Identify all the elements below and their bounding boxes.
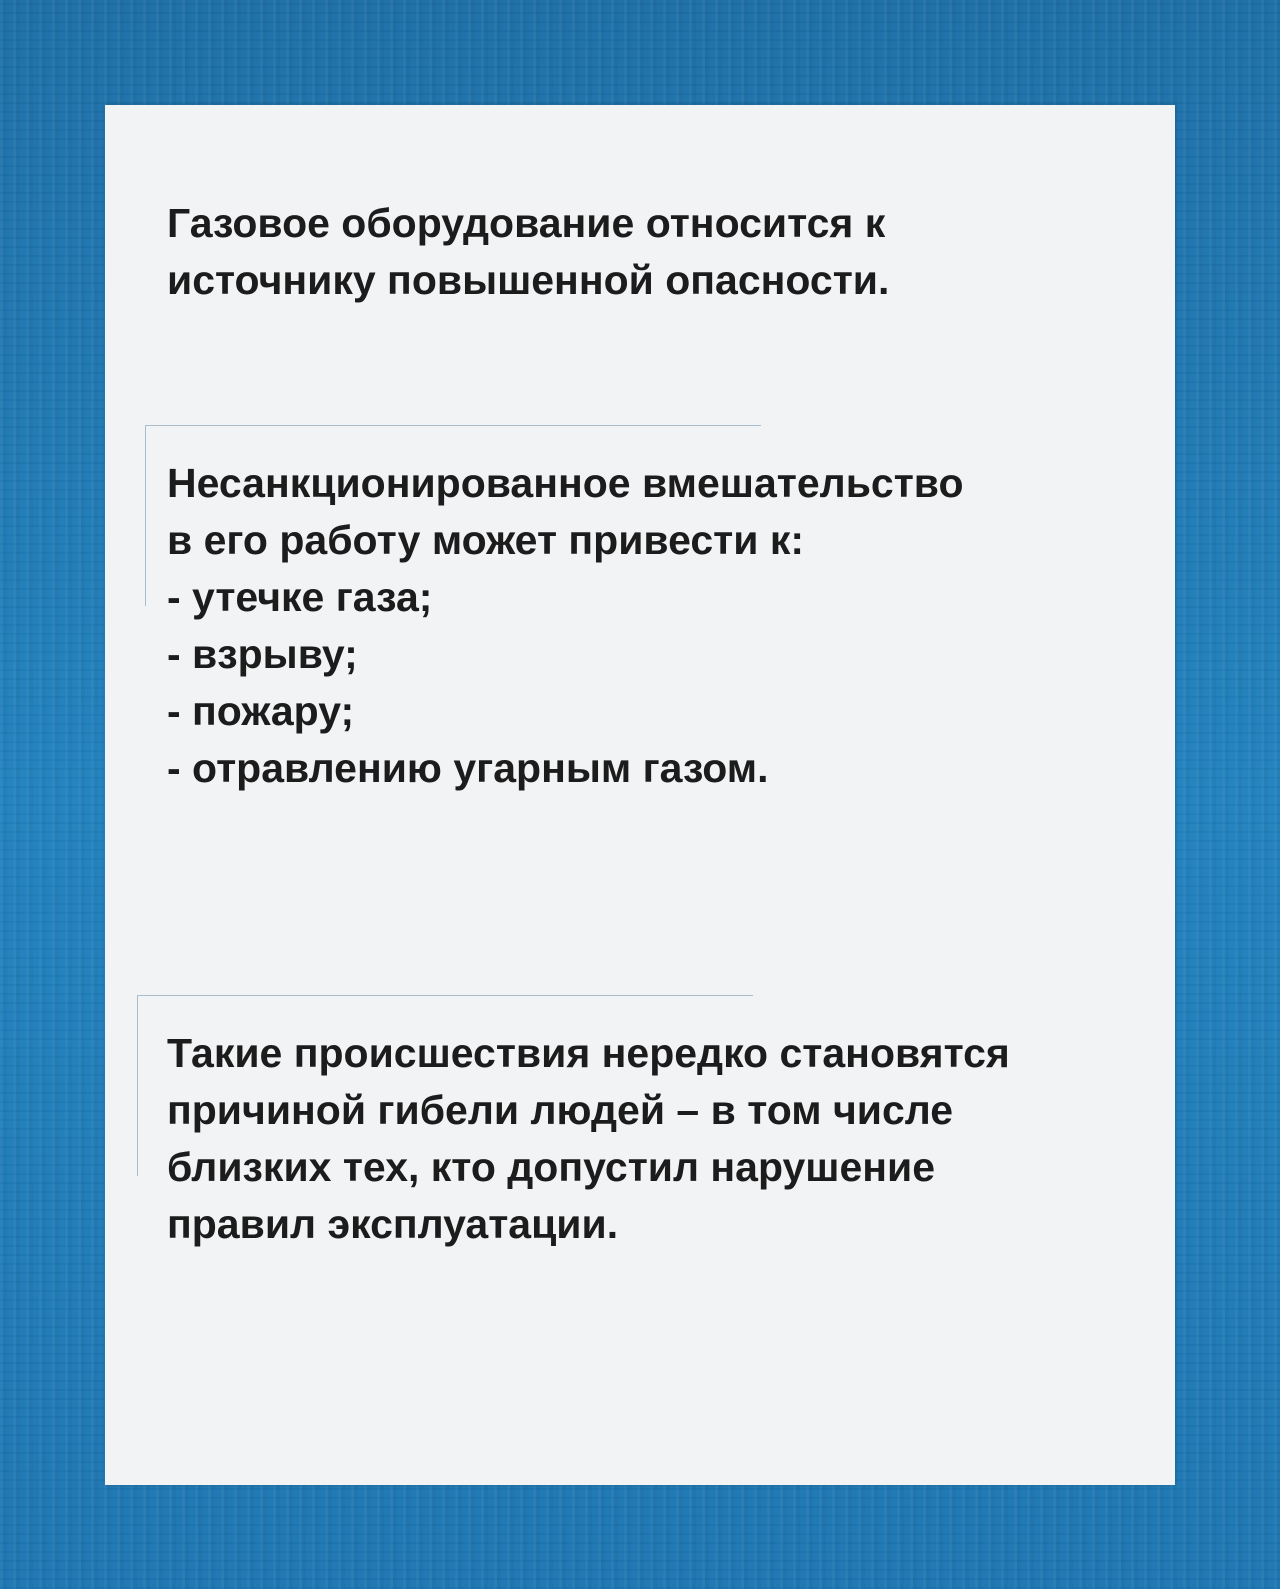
consequences-line: причиной гибели людей – в том числе [167, 1087, 954, 1133]
risk-item: - пожару; [167, 688, 355, 734]
heading-text [167, 195, 889, 309]
consequences-line: Такие происшествия нередко становятся [167, 1030, 1010, 1076]
risk-item: - отравлению угарным газом. [167, 745, 769, 791]
risks-intro-line: в его работу может привести к: [167, 517, 805, 563]
paper-card [105, 105, 1175, 1485]
heading-line: Газовое оборудование относится к [167, 200, 886, 246]
consequences-line: близких тех, кто допустил нарушение [167, 1144, 936, 1190]
heading-line: источнику повышенной опасности. [167, 257, 890, 303]
risks-list [167, 455, 964, 797]
consequences-line: правил эксплуатации. [167, 1201, 619, 1247]
risk-item: - взрыву; [167, 631, 358, 677]
risks-intro-line: Несанкционированное вмешательство [167, 460, 964, 506]
risk-item: - утечке газа; [167, 574, 433, 620]
consequences-text [167, 1025, 1010, 1253]
